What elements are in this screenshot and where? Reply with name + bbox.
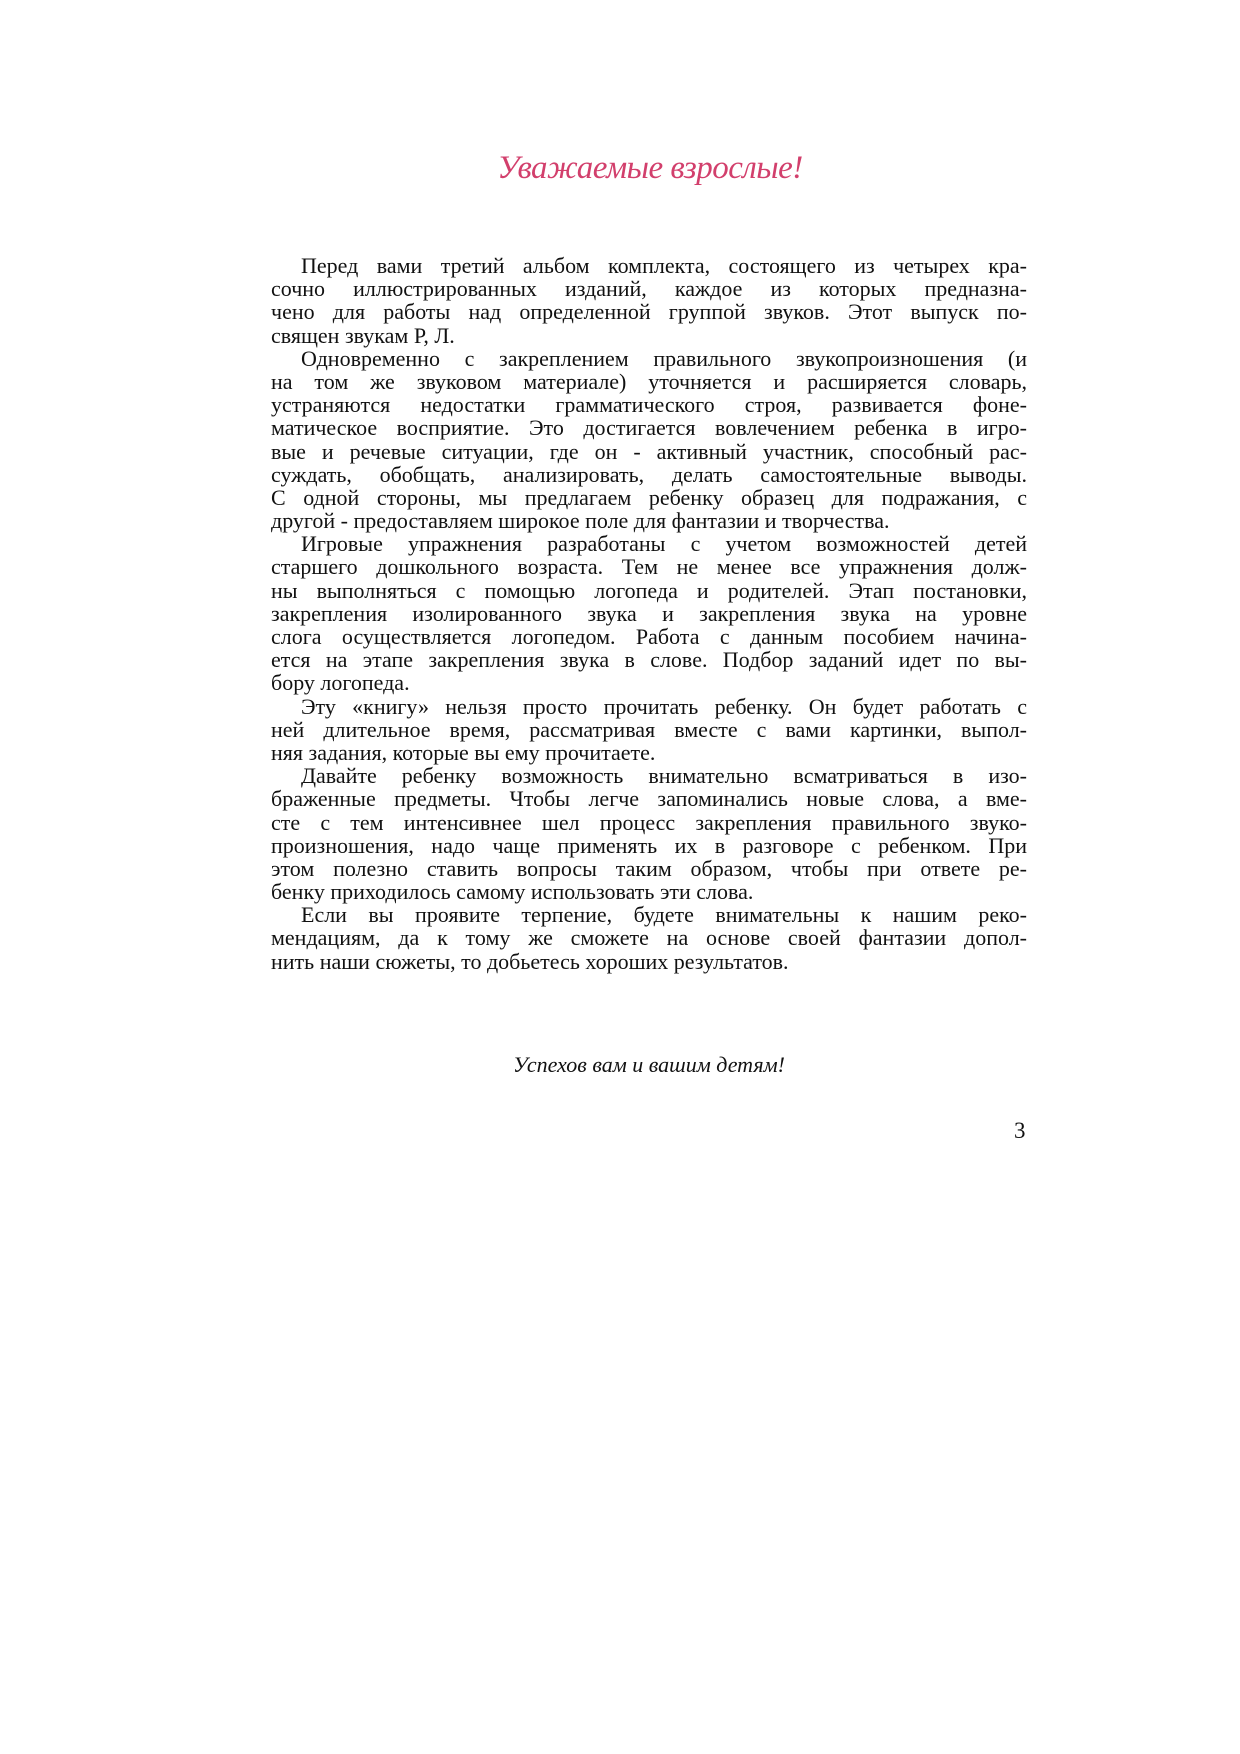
paragraph: [271, 254, 1027, 347]
text-line: вые и речевые ситуации, где он - активный участник, способный рас-: [271, 438, 1027, 464]
text-line: ется на этапе закрепления звука в слове. Подбор заданий идет по вы-: [271, 647, 1027, 673]
text-line: бору логопеда.: [271, 670, 410, 696]
text-line: ны выполняться с помощью логопеда и родителей. Этап постановки,: [271, 577, 1027, 603]
paragraph: [271, 347, 1027, 533]
body-text: [271, 254, 1027, 973]
text-line: чено для работы над определенной группой звуков. Этот выпуск по-: [271, 299, 1027, 325]
text-line: ней длительное время, рассматривая вместе с вами картинки, выпол-: [271, 716, 1027, 742]
paragraph: [271, 695, 1027, 765]
text-line: устраняются недостатки грамматического строя, развивается фоне-: [271, 392, 1027, 418]
text-line: старшего дошкольного возраста. Тем не менее все упражнения долж-: [271, 554, 1027, 580]
paragraph: [271, 903, 1027, 973]
text-line: Одновременно с закреплением правильного звукопроизношения (и: [301, 345, 1027, 371]
text-line: Эту «книгу» нельзя просто прочитать ребенку. Он будет работать с: [301, 693, 1027, 719]
paragraph: [271, 764, 1027, 903]
text-line: няя задания, которые вы ему прочитаете.: [271, 739, 656, 765]
text-line: этом полезно ставить вопросы таким образом, чтобы при ответе ре-: [271, 855, 1027, 881]
page-title: Уважаемые взрослые!: [497, 150, 803, 186]
text-line: произношения, надо чаще применять их в разговоре с ребенком. При: [271, 832, 1027, 858]
text-line: Давайте ребенку возможность внимательно всматриваться в изо-: [301, 763, 1027, 789]
page-number: 3: [1014, 1118, 1026, 1143]
text-line: браженные предметы. Чтобы легче запоминались новые слова, а вме-: [271, 786, 1027, 812]
paragraph: [271, 532, 1027, 694]
text-line: сочно иллюстрированных изданий, каждое из которых предназна-: [271, 276, 1027, 302]
text-line: другой - предоставляем широкое поле для фантазии и творчества.: [271, 508, 890, 534]
text-line: С одной стороны, мы предлагаем ребенку образец для подражания, с: [271, 484, 1027, 510]
text-line: Если вы проявите терпение, будете внимательны к нашим реко-: [301, 902, 1027, 928]
text-line: мендациям, да к тому же сможете на основе своей фантазии допол-: [271, 925, 1027, 951]
text-line: слога осуществляется логопедом. Работа с данным пособием начина-: [271, 624, 1027, 649]
text-line: Игровые упражнения разработаны с учетом возможностей детей: [301, 531, 1027, 557]
text-line: бенку приходилось самому использовать эти слова.: [271, 879, 754, 905]
text-line: суждать, обобщать, анализировать, делать самостоятельные выводы.: [271, 461, 1027, 487]
text-line: священ звукам Р, Л.: [271, 322, 455, 348]
text-line: Перед вами третий альбом комплекта, состоящего из четырех кра-: [301, 253, 1027, 278]
text-line: сте с тем интенсивнее шел процесс закрепления правильного звуко-: [271, 809, 1027, 835]
text-line: закрепления изолированного звука и закрепления звука на уровне: [271, 600, 1027, 626]
text-line: на том же звуковом материале) уточняется и расширяется словарь,: [271, 368, 1027, 394]
closing-line: Успехов вам и вашим детям!: [513, 1052, 785, 1077]
text-line: матическое восприятие. Это достигается вовлечением ребенка в игро-: [271, 415, 1027, 441]
text-line: нить наши сюжеты, то добьетесь хороших результатов.: [271, 948, 789, 974]
